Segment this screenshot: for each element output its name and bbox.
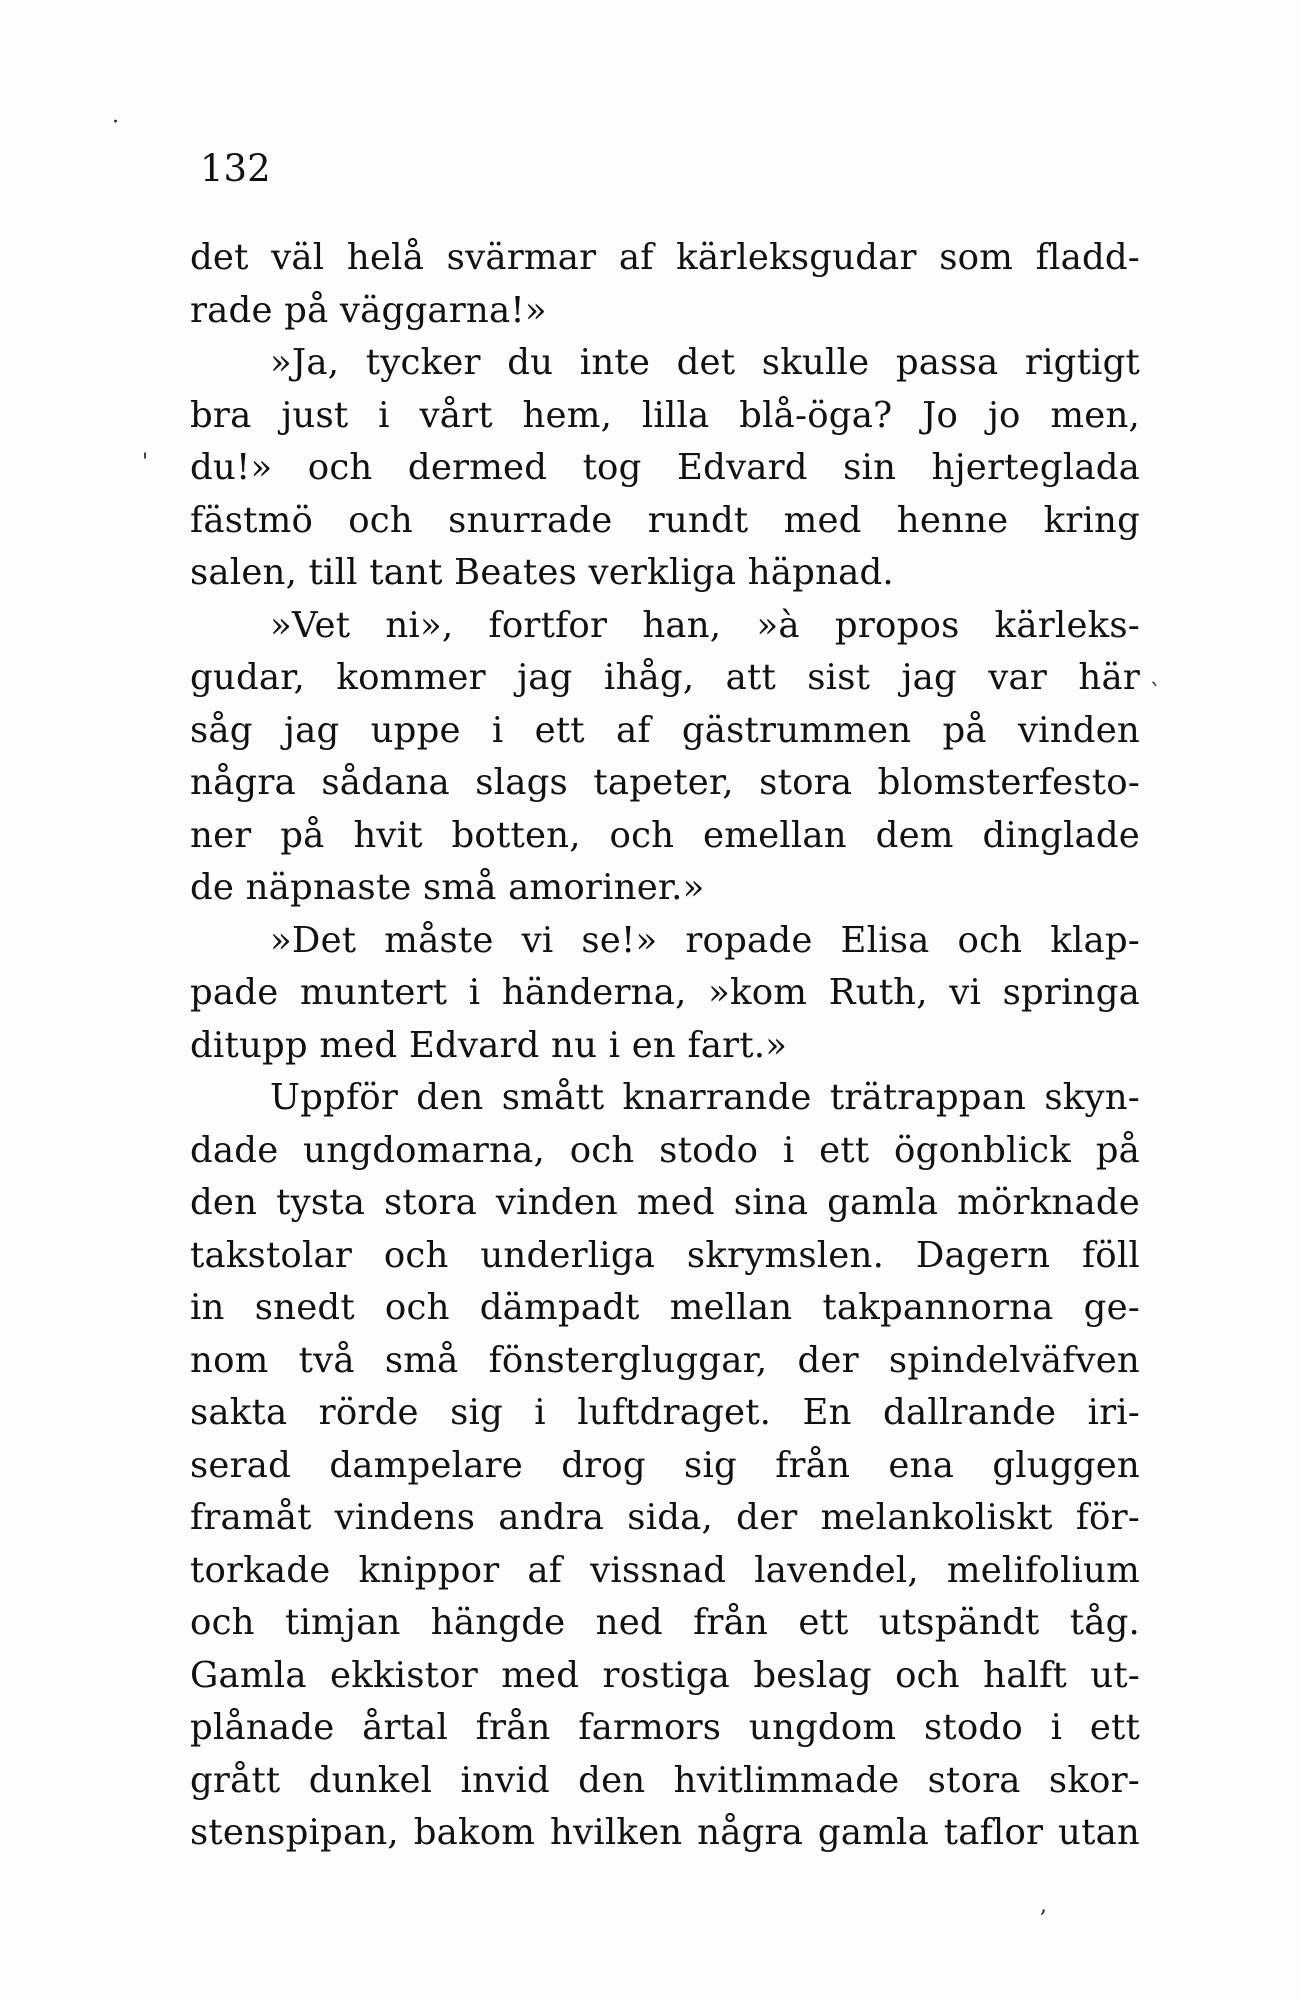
text-line: och timjan hängde ned från ett utspändt tåg. [190, 1602, 1140, 1643]
print-speck: , [1040, 1893, 1047, 1918]
text-line: du!» och dermed tog Edvard sin hjerteglada [190, 447, 1140, 488]
page-number: 132 [200, 147, 271, 190]
text-line: den tysta stora vinden med sina gamla mörknade [190, 1182, 1140, 1223]
text-line: torkade knippor af vissnad lavendel, melifolium [190, 1549, 1140, 1591]
text-line: »Vet ni», fortfor han, »à propos kärleks- [270, 604, 1140, 646]
text-line: de näpnaste små amoriner.» [190, 867, 705, 908]
body-text [190, 232, 1140, 1860]
text-line: stenspipan, bakom hvilken några gamla taflor utan [190, 1812, 1140, 1853]
text-line: grått dunkel invid den hvitlimmade stora skor- [190, 1759, 1140, 1801]
text-line: salen, till tant Beates verkliga häpnad. [190, 552, 894, 593]
text-line: sakta rörde sig i luftdraget. En dallrande iri- [190, 1392, 1140, 1433]
text-line: fästmö och snurrade rundt med henne kring [190, 499, 1140, 541]
text-line: såg jag uppe i ett af gästrummen på vinden [190, 709, 1140, 751]
print-speck: · [112, 110, 119, 135]
text-line: takstolar och underliga skrymslen. Dagern föll [190, 1234, 1140, 1276]
text-line: serad dampelare drog sig från ena gluggen [190, 1444, 1140, 1486]
text-line: ditupp med Edvard nu i en fart.» [190, 1024, 788, 1066]
text-line: rade på väggarna!» [190, 289, 547, 331]
text-line: ner på hvit botten, och emellan dem dinglade [190, 814, 1140, 856]
print-speck: ' [142, 450, 149, 475]
text-line: gudar, kommer jag ihåg, att sist jag var här [190, 657, 1140, 698]
text-line: »Ja, tycker du inte det skulle passa rigtigt [270, 342, 1140, 383]
text-line: Uppför den smått knarrande trätrappan skyn- [270, 1077, 1140, 1118]
text-line: Gamla ekkistor med rostiga beslag och halft ut- [190, 1654, 1140, 1696]
print-speck: ` [1150, 681, 1161, 706]
text-line: pade muntert i händerna, »kom Ruth, vi springa [190, 972, 1140, 1013]
text-line: några sådana slags tapeter, stora blomsterfesto- [190, 762, 1140, 803]
text-line: nom två små fönstergluggar, der spindelväfven [190, 1339, 1140, 1381]
text-line: framåt vindens andra sida, der melankoliskt för- [190, 1497, 1140, 1538]
text-line: plånade årtal från farmors ungdom stodo i ett [190, 1707, 1140, 1748]
text-line: bra just i vårt hem, lilla blå-öga? Jo jo men, [190, 394, 1140, 436]
text-line: »Det måste vi se!» ropade Elisa och klap- [270, 919, 1140, 961]
text-line: det väl helå svärmar af kärleksgudar som fladd- [190, 237, 1140, 278]
text-line: dade ungdomarna, och stodo i ett ögonblick på [190, 1129, 1140, 1171]
text-line: in snedt och dämpadt mellan takpannorna ge- [190, 1287, 1140, 1328]
